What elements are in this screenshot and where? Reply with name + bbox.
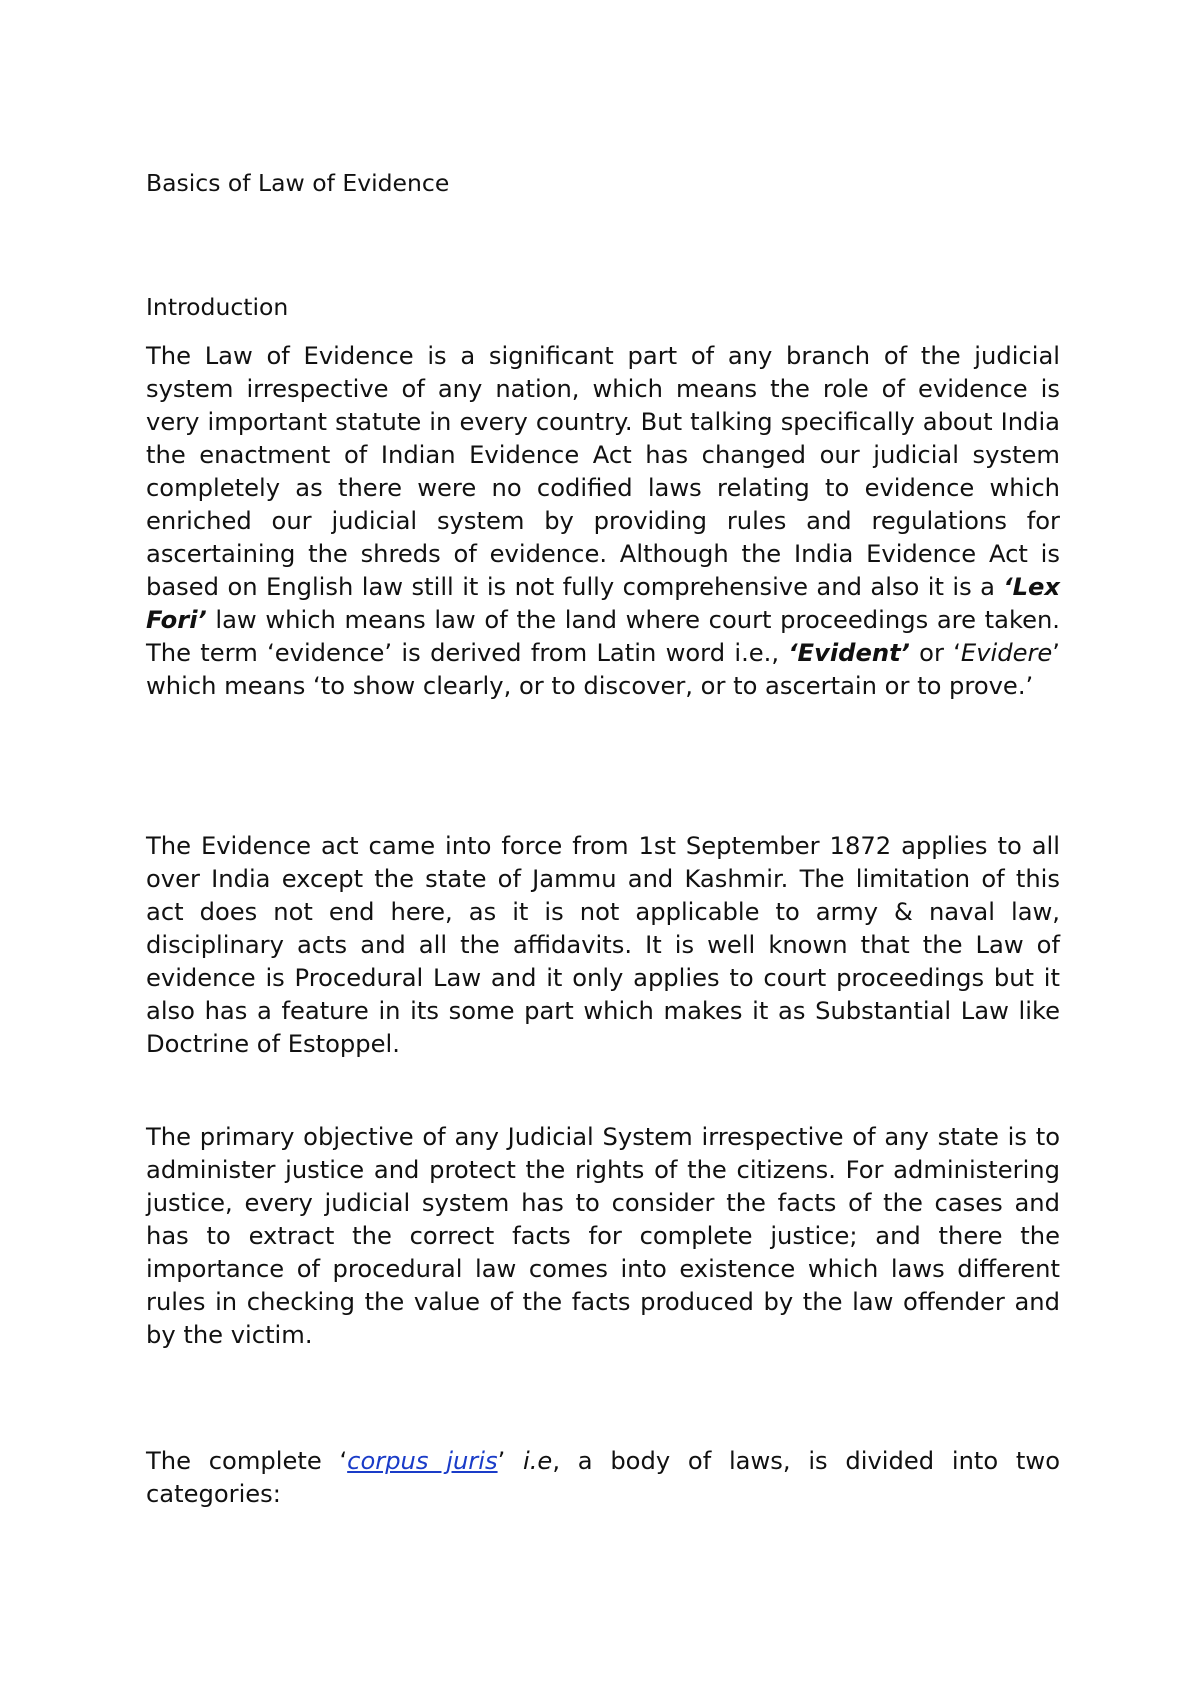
paragraph-text: ’ which means ‘to show clearly, or to discover, or to ascertain or to prove.’ xyxy=(146,639,1060,700)
term-lex-fori: ‘Lex Fori’ xyxy=(146,573,1060,634)
term-evident: ‘Evident’ xyxy=(788,639,910,667)
term-evidere: Evidere xyxy=(960,639,1053,667)
paragraph-text: The complete ‘ xyxy=(146,1447,348,1475)
section-heading-introduction: Introduction xyxy=(146,293,289,321)
paragraph-judicial-objective: The primary objective of any Judicial System irrespective of any state is to administer justice and protect the rights of the citizens. For administering justice, every judicial system has to consider the facts of the cases and has to extract the correct facts for complete justice; and there the importance of procedural law comes into existence which laws different rules in checking the value of the facts produced by the law offender and by the victim. xyxy=(146,1123,1060,1349)
paragraph-introduction xyxy=(146,340,1060,703)
corpus-juris-link[interactable]: corpus juris xyxy=(347,1447,498,1475)
paragraph-evidence-act: The Evidence act came into force from 1st September 1872 applies to all over India except the state of Jammu and Kashmir. The limitation of this act does not end here, as it is not applicable to army & naval law, disciplinary acts and all the affidavits. It is well known that the Law of evidence is Procedural Law and it only applies to court proceedings but it also has a feature in its some part which makes it as Substantial Law like Doctrine of Estoppel. xyxy=(146,832,1060,1058)
paragraph-text: , a body of laws, is divided into two categories: xyxy=(146,1447,1060,1508)
document-page xyxy=(146,0,1060,1698)
document-title: Basics of Law of Evidence xyxy=(146,169,450,197)
term-ie: i.e xyxy=(523,1447,553,1475)
paragraph-text: law which means law of the land where court proceedings are taken. The term ‘evidence’ is derived from Latin word i.e., xyxy=(146,606,1060,667)
paragraph-corpus-juris xyxy=(146,1445,1060,1511)
paragraph-text: ’ xyxy=(497,1447,524,1475)
paragraph-text: or ‘ xyxy=(909,639,961,667)
paragraph-text: The Law of Evidence is a significant part of any branch of the judicial system irrespective of any nation, which means the role of evidence is very important statute in every country. But talking specifically about India the enactment of Indian Evidence Act has changed our judicial system completely as there were no codified laws relating to evidence which enriched our judicial system by providing rules and regulations for ascertaining the shreds of evidence. Although the India Evidence Act is based on English law still it is not fully comprehensive and also it is a xyxy=(146,342,1060,601)
